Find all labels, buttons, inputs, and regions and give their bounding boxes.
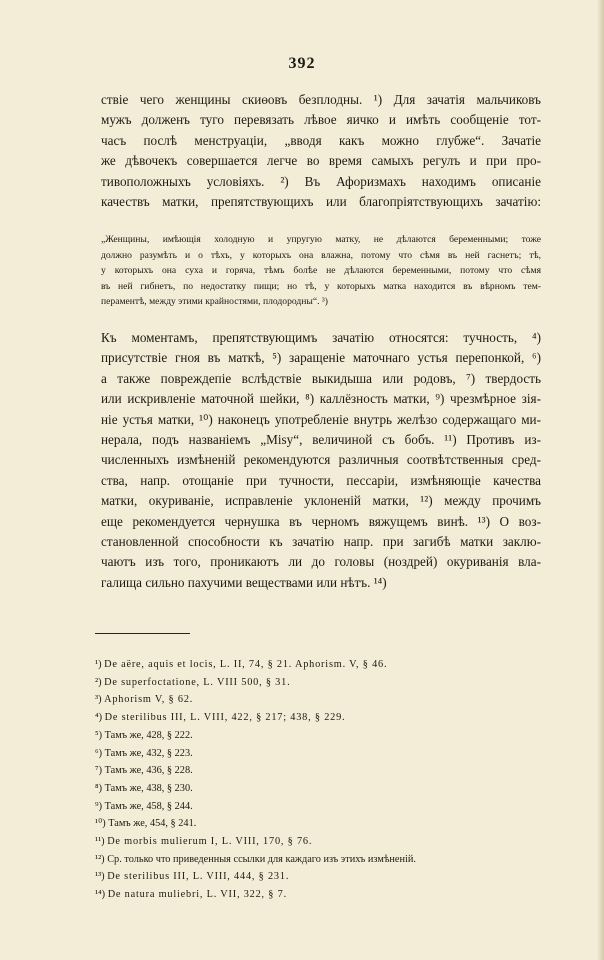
footnote-rule xyxy=(95,633,190,634)
footnote-text: De sterilibus III, L. VIII, 422, § 217; 438, § 229. xyxy=(104,712,346,724)
paragraph-2 xyxy=(101,328,541,593)
footnote-text: Тамъ же, 458, § 244. xyxy=(104,800,193,812)
footnote xyxy=(95,868,535,886)
footnote-mark: ⁵) xyxy=(95,729,103,741)
text-line: нерала, подъ названіемъ „Misy“, величиной съ бобъ. ¹¹) Противъ из- xyxy=(101,432,541,448)
footnote-text: De aëre, aquis et locis, L. II, 74, § 21. Aphorism. V, § 46. xyxy=(104,659,388,670)
text-line: тивоположныхъ условіяхъ. ²) Въ Афоризмахъ находимъ описаніе xyxy=(101,173,541,189)
footnote xyxy=(95,674,535,692)
quote-line: должно разумѣть и о тѣхъ, у которыхъ она влажна, потому что сѣмя въ ней гаснетъ; тѣ, xyxy=(101,249,541,261)
footnote-text: De natura muliebri, L. VII, 322, § 7. xyxy=(107,889,287,901)
footnote-mark: ¹³) xyxy=(95,871,105,883)
footnote-mark: ¹⁴) xyxy=(95,889,106,901)
text-line: часъ послѣ менструаціи, „вводя какъ можно глубже“. Зачатіе xyxy=(101,132,541,148)
text-line: присутствіе гноя въ маткѣ, ⁵) заращеніе маточнаго устья перепонкой, ⁶) xyxy=(101,350,541,366)
footnote-mark: ⁹) xyxy=(95,800,103,812)
paragraph-1 xyxy=(101,90,541,212)
quote-line: „Женщины, имѣющія холодную и упругую матку, не дѣлаются беременными; тоже xyxy=(101,234,541,245)
text-line: мужъ долженъ туго перевязать лѣвое яичко и имѣть сообщеніе тот- xyxy=(101,112,541,128)
footnote xyxy=(95,780,535,798)
footnote-mark: ⁴) xyxy=(95,712,103,724)
footnote-mark: ¹²) xyxy=(95,853,105,865)
text-line: матки, окуриваніе, исправленіе уклоненій матки, ¹²) между прочимъ xyxy=(101,493,541,509)
footnote xyxy=(95,745,535,763)
footnote xyxy=(95,762,535,780)
footnote-text: Aphorism V, § 62. xyxy=(104,694,194,706)
footnote-mark: ⁷) xyxy=(95,765,103,777)
footnote-mark: ¹¹) xyxy=(95,836,105,848)
text-line: еще рекомендуется чернушка въ черномъ вяжущемъ винѣ. ¹³) О воз- xyxy=(101,513,541,529)
footnote xyxy=(95,709,535,727)
text-line: же дѣвочекъ совершается легче во время самыхъ регулъ и при про- xyxy=(101,153,541,169)
footnote-mark: ¹) xyxy=(95,659,102,670)
text-line: галища сильно пахучими веществами или нѣтъ. ¹⁴) xyxy=(101,574,387,590)
quote-line: въ ней гибнетъ, по недостатку пищи; но тѣ, у которыхъ матка находится въ вѣрномъ тем- xyxy=(101,280,541,292)
footnote xyxy=(95,727,535,745)
text-line: численныхъ измѣненій рекомендуются различныя соотвѣтственныя сред- xyxy=(101,452,541,468)
footnotes-list xyxy=(95,656,535,904)
text-line: качествъ матки, препятствующихъ или благопріятствующихъ зачатію: xyxy=(101,194,541,210)
footnote-text: Тамъ же, 428, § 222. xyxy=(104,729,193,741)
footnote-text: Тамъ же, 438, § 230. xyxy=(104,782,193,794)
footnote xyxy=(95,691,535,709)
quote-line: пераментѣ, между этими крайностями, плодородны“. ³) xyxy=(101,296,328,308)
quote-line: у которыхъ она суха и горяча, тѣмъ болѣе не дѣлаются беременными, потому что сѣмя xyxy=(101,265,541,277)
footnote-text: Тамъ же, 436, § 228. xyxy=(104,765,193,777)
footnote-mark: ²) xyxy=(95,676,102,688)
footnote-text: Ср. только что приведенныя ссылки для каждаго изъ этихъ измѣненій. xyxy=(107,853,416,865)
footnote xyxy=(95,886,535,904)
aphorism-quote xyxy=(101,232,541,310)
text-line: ствіе чего женщины скиѳовъ безплодны. ¹) Для зачатія мальчиковъ xyxy=(101,92,541,107)
footnote-text: Тамъ же, 432, § 223. xyxy=(104,747,193,759)
footnote-mark: ⁸) xyxy=(95,782,103,794)
footnote-mark: ⁶) xyxy=(95,747,103,759)
page-edge-shadow xyxy=(597,0,604,960)
page-number: 392 xyxy=(288,55,316,72)
footnote-text: Тамъ же, 454, § 241. xyxy=(108,818,197,830)
footnote xyxy=(95,656,535,674)
footnote-mark: ¹⁰) xyxy=(95,818,106,830)
text-line: Къ моментамъ, препятствующимъ зачатію относятся: тучность, ⁴) xyxy=(101,330,541,345)
footnote-text: De morbis mulierum I, L. VIII, 170, § 76. xyxy=(107,836,313,848)
text-line: чаютъ изъ того, проникаютъ ли до головы (ноздрей) окуриванія вла- xyxy=(101,554,541,570)
footnote-text: De sterilibus III, L. VIII, 444, § 231. xyxy=(107,871,290,883)
footnote xyxy=(95,851,535,869)
footnote xyxy=(95,815,535,833)
footnote xyxy=(95,833,535,851)
footnote xyxy=(95,798,535,816)
footnote-mark: ³) xyxy=(95,694,102,706)
footnote-text: De superfoctatione, L. VIII 500, § 31. xyxy=(104,676,291,688)
text-line: становленной способности къ зачатію напр. при загибѣ матки заклю- xyxy=(101,534,541,550)
text-line: а также повреждепіе вслѣдствіе выкидыша или родовъ, ⁷) твердость xyxy=(101,370,541,386)
text-line: ства, напр. отощаніе при тучности, пессаріи, измѣняющіе качества xyxy=(101,472,541,488)
text-line: или искривленіе маточной шейки, ⁸) каллёзность матки, ⁹) чрезмѣрное зія- xyxy=(101,391,541,407)
text-line: ніе устья матки, ¹⁰) наконецъ употребленіе внутрь желѣзо содержащаго ми- xyxy=(101,411,541,427)
